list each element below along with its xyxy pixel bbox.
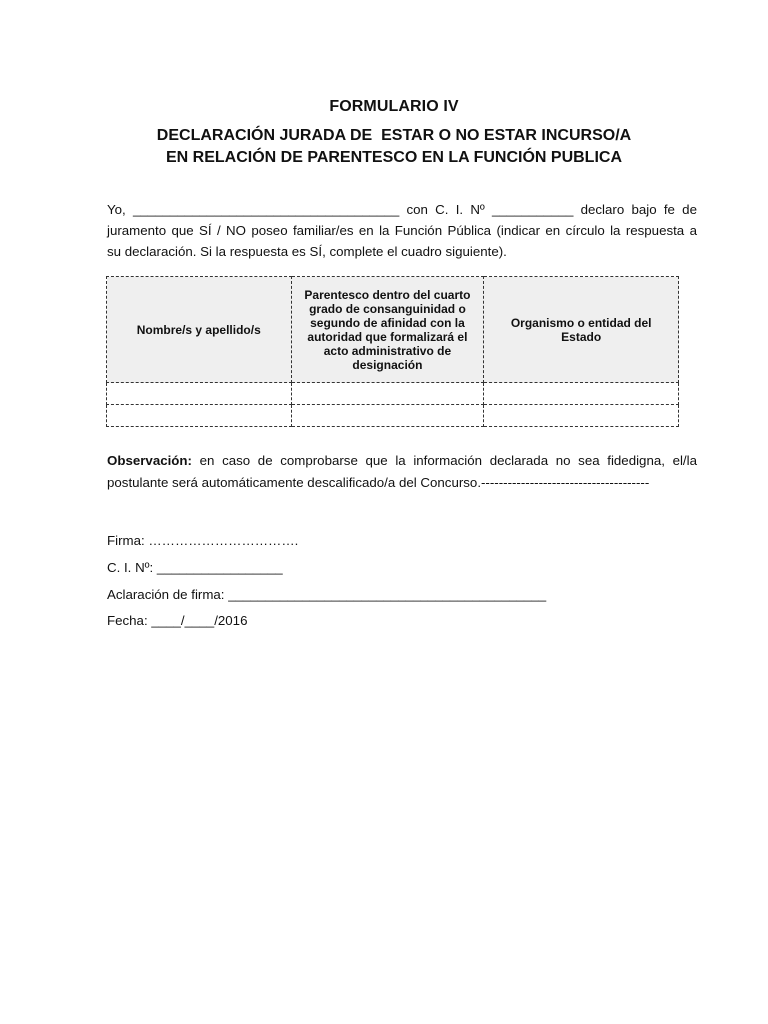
word: no [555,453,571,468]
table-cell[interactable] [291,383,484,405]
word: ____________________________________ [132,202,400,217]
relatives-table [106,276,679,427]
signature-field: Firma: ……………………………. [107,533,299,548]
table-row [107,405,679,427]
table-cell[interactable] [484,383,679,405]
word: NO [226,223,246,238]
word: Nº [470,202,485,217]
word: bajo [631,202,657,217]
word: que [171,223,194,238]
observation-line-2: postulante será automáticamente descalificado/a del Concurso.-------------------------------------- [107,475,650,490]
word: en [358,223,374,238]
word: con [406,202,428,217]
word: en [545,223,561,238]
word: la [395,453,406,468]
header-organism: Organismo o entidad del Estado [484,277,679,383]
word: el/la [672,453,697,468]
word: sea [578,453,600,468]
word: comprobarse [280,453,358,468]
word: juramento [107,223,167,238]
header-name: Nombre/s y apellido/s [107,277,292,383]
word: de [257,453,273,468]
table-row [107,383,679,405]
word: fidedigna, [607,453,665,468]
word: I. [455,202,464,217]
table-cell[interactable] [107,383,292,405]
word: en [199,453,215,468]
signature-clarification-field: Aclaración de firma: ___________________________________________ [107,587,547,602]
word: ___________ [492,202,574,217]
word: familiar/es [292,223,354,238]
word: a [689,223,697,238]
table-cell[interactable] [484,405,679,427]
table-header-row [107,277,679,383]
table-cell[interactable] [291,405,484,427]
word: respuesta [625,223,685,238]
document-title [0,125,768,169]
word: la [379,223,390,238]
date-field: Fecha: ____/____/2016 [107,613,248,628]
word: / [216,223,221,238]
title-line-2: EN RELACIÓN DE PARENTESCO EN LA FUNCIÓN PUBLICA [165,149,622,166]
word: caso [222,453,251,468]
word: (indicar [496,223,541,238]
word: círculo [565,223,605,238]
table-cell[interactable] [107,405,292,427]
word: información [413,453,483,468]
header-kinship: Parentesco dentro del cuarto grado de consanguinidad o segundo de afinidad con la autoridad que formalizará el acto administrativo de designación [291,277,484,383]
id-number-field: C. I. Nº: _________________ [107,560,283,575]
word: Yo, [107,202,126,217]
word: la [610,223,621,238]
intro-line-3: su declaración. Si la respuesta es SÍ, complete el cuadro siguiente). [107,244,507,259]
form-number: FORMULARIO IV [329,98,459,115]
intro-line-2 [107,220,697,241]
intro-line-1 [107,199,697,220]
word: poseo [251,223,288,238]
word: de [682,202,697,217]
title-line-1: DECLARACIÓN JURADA DE ESTAR O NO ESTAR INCURSO/A [156,127,632,144]
word: que [365,453,388,468]
word: C. [435,202,449,217]
observation-paragraph [107,450,697,494]
word: declaro [580,202,625,217]
word: fe [663,202,675,217]
word: Pública [447,223,492,238]
observation-label: Observación: [107,453,192,468]
intro-paragraph [107,199,697,262]
word: declarada [489,453,549,468]
word: SÍ [199,223,212,238]
word: Función [394,223,443,238]
observation-line-1 [107,450,697,472]
